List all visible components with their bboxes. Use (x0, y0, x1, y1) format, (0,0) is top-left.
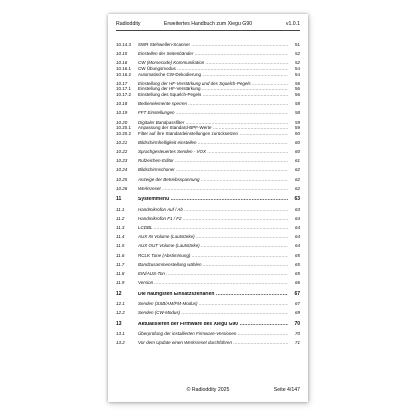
toc-entry-title: Bandzusammenstellung wählen ..... (138, 262, 288, 268)
toc-entry-title: Anzeige der Betriebsspannung ..... (138, 177, 288, 183)
toc-entry-number: 11.7 (116, 261, 125, 267)
toc-entry-page: 61 (288, 158, 300, 164)
toc-entry-title: Die häufigsten Einsatzszenarien ..... (138, 292, 288, 298)
toc-entry-page: 67 (288, 292, 300, 298)
toc-entry-page: 58 (288, 101, 300, 107)
toc-entry-title: FFT Einstellungen ..... (138, 110, 288, 116)
toc-entry-title: Vor dem Update einen Werksreset durchführen ..... (138, 340, 288, 346)
document-page (108, 14, 308, 402)
toc-entry-title: Bildschirmschoner ..... (138, 167, 288, 173)
toc-entry-page: 59 (288, 125, 300, 131)
toc-entry-number: 10.25 (116, 176, 128, 182)
toc-entry[interactable] (116, 140, 300, 146)
toc-entry-title: LCDBL ..... (138, 225, 288, 231)
toc-entry-title: CW Übungsmodus ..... (138, 66, 288, 72)
toc-entry-page: 54 (288, 66, 300, 72)
header-brand: Radioddity (116, 21, 141, 27)
toc-entry-title: Werksreset ..... (138, 186, 288, 192)
toc-entry-title: CW (Morsecode) Kommunikation ..... (138, 60, 288, 66)
toc-entry-page: 52 (288, 60, 300, 66)
toc-entry-title: Einstellen der Seitenbänder ..... (138, 51, 288, 57)
toc-entry-number: 11.6 (116, 252, 125, 258)
toc-entry[interactable] (116, 262, 300, 268)
toc-entry[interactable] (116, 216, 300, 222)
toc-entry-page: 58 (288, 110, 300, 116)
toc-entry-title: Rufzeichen-Editor ..... (138, 158, 288, 164)
toc-entry-number: 11.3 (116, 224, 125, 230)
toc-entry-page: 71 (288, 340, 300, 346)
toc-entry-title: RCLK Tune (Abstimmung) ..... (138, 253, 288, 259)
toc-entry[interactable] (116, 234, 300, 240)
toc-entry-number: 10.22 (116, 149, 128, 155)
toc-entry[interactable] (116, 158, 300, 164)
toc-entry-page: 51 (288, 42, 300, 48)
toc-entry-title: EIN/AUS-Ton ..... (138, 271, 288, 277)
toc-entry-number: 10.26 (116, 185, 128, 191)
toc-entry[interactable] (116, 42, 300, 48)
toc-entry-page: 67 (288, 301, 300, 307)
toc-entry-page: 62 (288, 186, 300, 192)
toc-entry[interactable] (116, 243, 300, 249)
toc-entry-title: Handmikrofon Auf / Ab ..... (138, 207, 288, 213)
toc-entry[interactable] (116, 149, 300, 155)
toc-entry-page: 70 (288, 331, 300, 337)
toc-entry-number: 10.21 (116, 139, 128, 145)
toc-entry-number: 11 (116, 196, 122, 203)
toc-entry-number: 10.23 (116, 158, 128, 164)
header-version: v1.0.1 (285, 21, 300, 27)
toc-entry-number: 13 (116, 320, 122, 327)
toc-entry-title: AUX IN Volume (Lautstärke) ..... (138, 234, 288, 240)
page-header (116, 20, 300, 29)
toc-entry-title: Aktualisieren der Firmware des Xiegu G90 ..... (138, 322, 288, 328)
toc-entry-number: 10.17.2 (116, 91, 132, 97)
toc-entry[interactable] (116, 310, 300, 316)
toc-entry-title: Version ..... (138, 280, 288, 286)
toc-entry-page: 60 (288, 140, 300, 146)
toc-entry-number: 11.2 (116, 215, 125, 221)
toc-entry-title: Einstellung der HF-Verstärkung und des Squelch-Pegels ..... (138, 81, 288, 87)
toc-entry[interactable] (116, 186, 300, 192)
toc-entry-title: AUX OUT Volume (Lautstärke) ..... (138, 243, 288, 249)
toc-entry[interactable] (116, 225, 300, 231)
toc-entry-page: 60 (288, 131, 300, 137)
table-of-contents (116, 42, 300, 346)
toc-entry[interactable] (116, 110, 300, 116)
toc-entry-title: Überprüfung der installierten Firmware-Versionen ..... (138, 331, 288, 337)
toc-entry-number: 10.18 (116, 101, 128, 107)
toc-entry-page: 63 (288, 207, 300, 213)
toc-entry-number: 10.20 (116, 119, 128, 125)
toc-entry-number: 10.16.2 (116, 71, 132, 77)
toc-entry-number: 11.8 (116, 270, 125, 276)
toc-entry-page: 70 (288, 322, 300, 328)
toc-entry-number: 10.14.3 (116, 42, 132, 47)
toc-entry-number: 10.17.1 (116, 86, 132, 92)
toc-entry-title: Senden (SSB/AM/FM-Modus) ..... (138, 301, 288, 307)
toc-entry-title: Handmikrofon F1 / F2 ..... (138, 216, 288, 222)
toc-entry-page: 64 (288, 225, 300, 231)
toc-entry[interactable] (116, 177, 300, 183)
header-title: Erweitertes Handbuch zum Xiegu G90 (163, 21, 253, 27)
toc-entry[interactable] (116, 331, 300, 337)
page-footer (116, 386, 300, 394)
toc-entry-number: 10.16.1 (116, 65, 132, 71)
toc-entry-title: Systemmenü ..... (138, 197, 288, 203)
toc-entry-title: Sprachgesteuertes Senden - VOX ..... (138, 149, 288, 155)
toc-entry[interactable] (116, 131, 300, 137)
toc-entry-title: SWR Stehwellen-Scanner ..... (138, 42, 288, 48)
toc-entry[interactable] (116, 340, 300, 346)
footer-copyright: © Radioddity 2025 (186, 387, 230, 393)
toc-entry-title: Filter auf ihre Standardeinstellungen zurücksetzen ..... (138, 131, 288, 137)
toc-entry-title: Digitaler Bandpassfilter ..... (138, 120, 288, 126)
toc-entry-page: 54 (288, 72, 300, 78)
toc-entry-page: 66 (288, 280, 300, 286)
toc-entry[interactable] (116, 301, 300, 307)
toc-entry-page: 65 (288, 262, 300, 268)
toc-entry-page: 64 (288, 243, 300, 249)
toc-entry-page: 52 (288, 51, 300, 57)
toc-entry-title: Senden (CW-Modus) ..... (138, 310, 288, 316)
toc-entry-page: 69 (288, 310, 300, 316)
toc-entry-number: 11.1 (116, 206, 125, 212)
toc-entry-page: 65 (288, 271, 300, 277)
toc-entry-number: 12 (116, 290, 122, 297)
toc-entry-title: Automatische CW-Dekodierung ..... (138, 72, 288, 78)
toc-entry[interactable] (116, 197, 300, 203)
toc-entry[interactable] (116, 51, 300, 57)
toc-entry-page: 56 (288, 92, 300, 98)
toc-entry[interactable] (116, 322, 300, 328)
toc-entry-page: 64 (288, 216, 300, 222)
toc-entry-number: 10.19 (116, 110, 128, 116)
toc-entry-page: 56 (288, 86, 300, 92)
toc-entry-number: 12.2 (116, 310, 125, 316)
toc-entry-number: 13.1 (116, 330, 125, 336)
toc-entry-page: 65 (288, 253, 300, 259)
toc-entry[interactable] (116, 167, 300, 173)
toc-entry[interactable] (116, 292, 300, 298)
toc-entry-number: 10.17 (116, 80, 128, 86)
toc-entry-number: 10.16 (116, 60, 128, 66)
toc-entry-title: Einstellung des Squelch-Pegels ..... (138, 92, 288, 98)
toc-entry[interactable] (116, 101, 300, 107)
toc-entry-page: 62 (288, 167, 300, 173)
toc-entry-page: 64 (288, 234, 300, 240)
toc-entry-title: Bildschirmhelligkeit einstellen ..... (138, 140, 288, 146)
toc-entry-number: 10.20.1 (116, 125, 132, 131)
toc-entry-page: 60 (288, 149, 300, 155)
toc-entry[interactable] (116, 92, 300, 98)
toc-entry[interactable] (116, 207, 300, 213)
toc-entry-page: 63 (288, 197, 300, 203)
toc-entry-page: 59 (288, 120, 300, 126)
toc-entry[interactable] (116, 271, 300, 277)
toc-entry-number: 10.15 (116, 51, 128, 57)
toc-entry-number: 11.5 (116, 243, 125, 249)
toc-entry-page: 62 (288, 177, 300, 183)
toc-entry-number: 10.24 (116, 167, 128, 173)
toc-entry[interactable] (116, 253, 300, 259)
toc-entry-title: Einstellung der HF-Verstärkung ..... (138, 86, 288, 92)
header-divider (116, 30, 300, 31)
toc-entry-title: Bedienelemente sperren ..... (138, 101, 288, 107)
toc-entry-number: 11.9 (116, 280, 125, 286)
footer-page-number: Seite 4/147 (273, 387, 300, 393)
toc-entry-number: 13.2 (116, 340, 125, 346)
toc-entry-number: 12.1 (116, 300, 125, 306)
toc-entry-page: 56 (288, 81, 300, 87)
toc-entry[interactable] (116, 280, 300, 286)
toc-entry[interactable] (116, 72, 300, 78)
toc-entry-number: 10.20.2 (116, 130, 132, 136)
toc-entry-title: Anpassung der Standard-BPF-Werte ..... (138, 125, 288, 131)
toc-entry-number: 11.4 (116, 234, 125, 240)
